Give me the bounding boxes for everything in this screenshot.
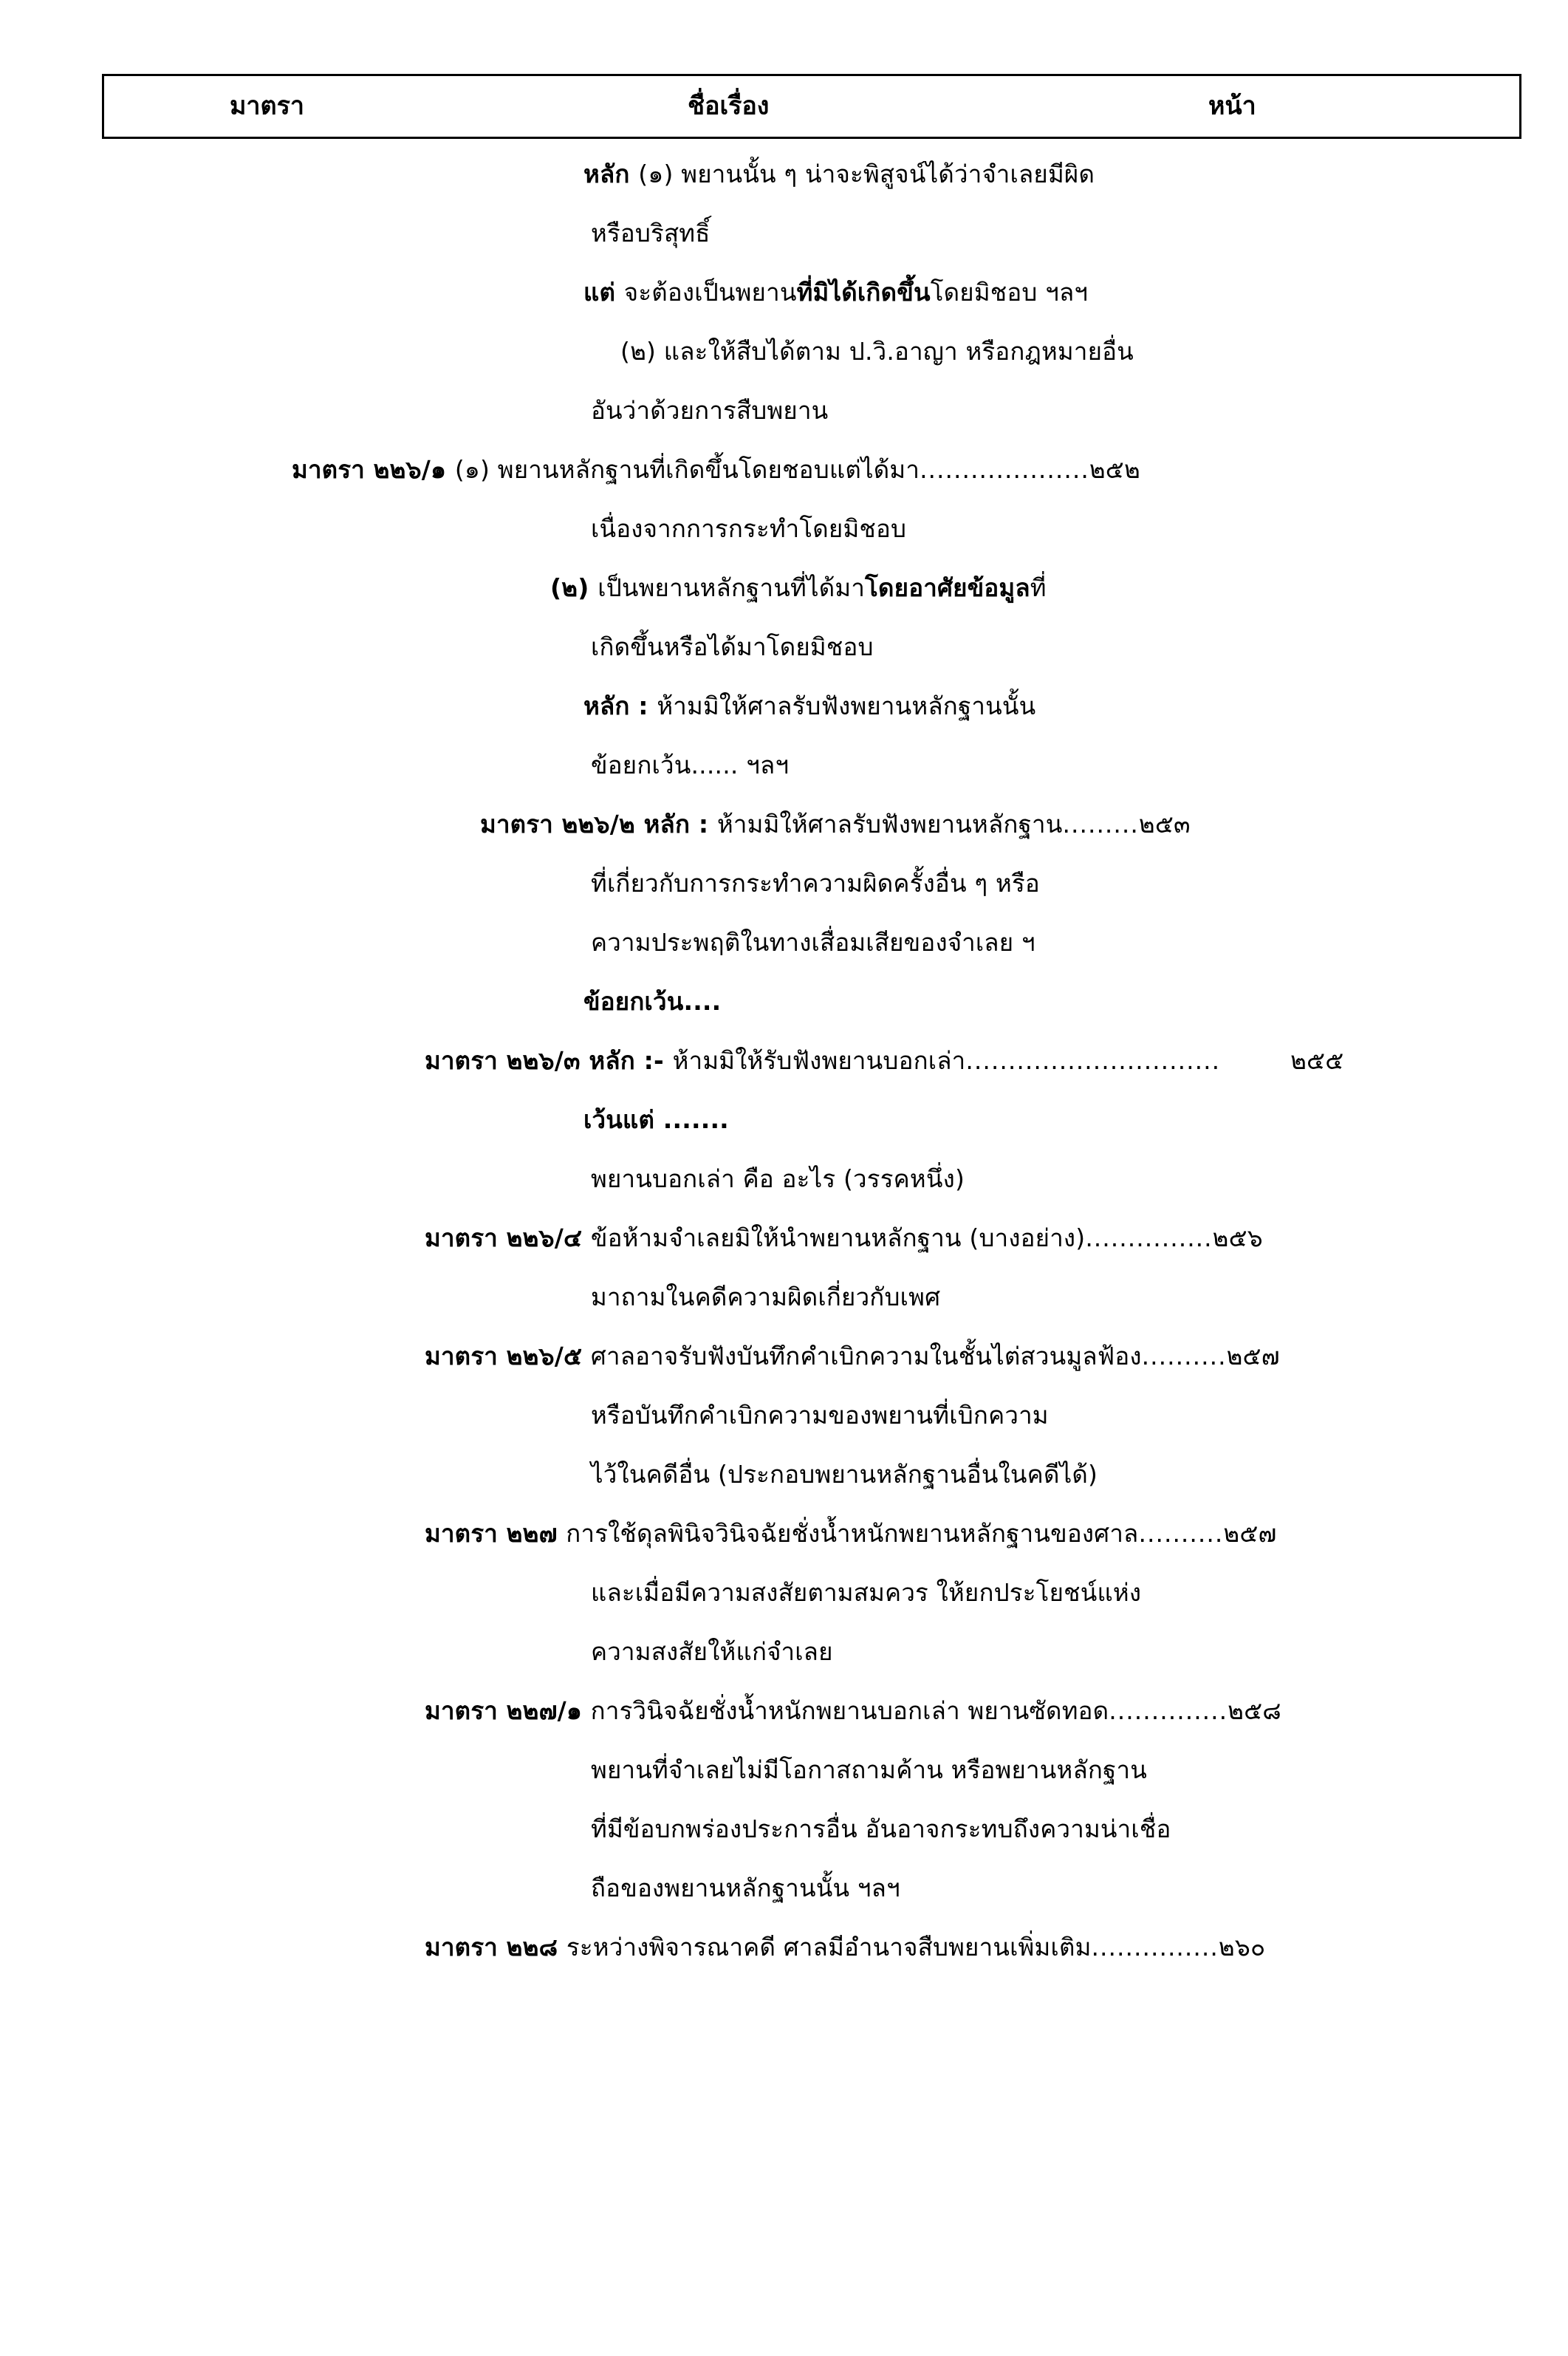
toc-text: ศาลอาจรับฟังบันทึกคำเบิกความในชั้นไต่สวนมูลฟ้อง — [590, 1342, 1142, 1370]
toc-line — [0, 322, 1568, 381]
toc-line — [0, 1327, 1568, 1386]
toc-text: ระหว่างพิจารณาคดี ศาลมีอำนาจสืบพยานเพิ่มเติม — [566, 1933, 1092, 1961]
toc-emphasis-text: หลัก — [583, 160, 639, 188]
toc-line — [0, 1741, 1568, 1800]
toc-line — [0, 1622, 1568, 1681]
toc-text: ที่เกี่ยวกับการกระทำความผิดครั้งอื่น ๆ หรือ — [591, 869, 1040, 898]
leader-dots: ......... — [1062, 810, 1139, 839]
toc-line — [0, 1386, 1568, 1445]
toc-text: ความประพฤติในทางเสื่อมเสียของจำเลย ฯ — [591, 928, 1035, 957]
toc-text: ข้อห้ามจำเลยมิให้นำพยานหลักฐาน (บางอย่าง) — [590, 1223, 1086, 1252]
toc-emphasis-text: มาตรา ๒๒๖/๑ — [292, 455, 455, 484]
toc-emphasis-text: ข้อยกเว้น.... — [583, 987, 722, 1016]
toc-line — [0, 1031, 1568, 1090]
toc-text: การใช้ดุลพินิจวินิจฉัยชั่งน้ำหนักพยานหลักฐานของศาล — [566, 1519, 1139, 1548]
toc-line — [0, 854, 1568, 913]
toc-line — [0, 1090, 1568, 1150]
toc-text: ๒๕๗ — [1223, 1519, 1277, 1548]
toc-header-box — [102, 74, 1521, 139]
header-column-title: ชื่อเรื่อง — [688, 91, 770, 121]
toc-line — [0, 1150, 1568, 1209]
toc-emphasis-text: มาตรา ๒๒๖/๔ — [425, 1223, 591, 1252]
toc-text: ห้ามมิให้ศาลรับฟังพยานหลักฐาน — [716, 810, 1063, 839]
toc-emphasis-text: โดยอาศัยข้อมูล — [865, 573, 1030, 602]
toc-emphasis-text: หลัก : — [583, 692, 657, 720]
toc-line — [0, 145, 1568, 204]
toc-text: ๒๖๐ — [1218, 1933, 1266, 1961]
toc-text: พยานที่จำเลยไม่มีโอกาสถามค้าน หรือพยานหลักฐาน — [591, 1755, 1147, 1784]
toc-line — [0, 736, 1568, 795]
toc-line — [0, 440, 1568, 499]
leader-dots: ............... — [1085, 1223, 1213, 1252]
toc-emphasis-text: มาตรา ๒๒๗ — [425, 1519, 566, 1548]
toc-text: จะต้องเป็นพยาน — [623, 278, 797, 307]
toc-line — [0, 1209, 1568, 1268]
toc-line — [0, 1445, 1568, 1504]
toc-entry-list — [0, 145, 1568, 1977]
toc-line — [0, 263, 1568, 322]
toc-text: ๒๕๕ — [1290, 1046, 1344, 1075]
toc-text: ห้ามมิให้รับฟังพยานบอกเล่า — [672, 1046, 966, 1075]
toc-text: อันว่าด้วยการสืบพยาน — [591, 396, 829, 425]
toc-text: เนื่องจากการกระทำโดยมิชอบ — [591, 514, 907, 543]
leader-dots: ............... — [1091, 1933, 1219, 1961]
toc-text: (๑) พยานนั้น ๆ น่าจะพิสูจน์ได้ว่าจำเลยมีผิด — [638, 160, 1095, 188]
toc-text: ถือของพยานหลักฐานนั้น ฯลฯ — [591, 1874, 900, 1902]
toc-emphasis-text: มาตรา ๒๒๖/๕ — [425, 1342, 591, 1370]
toc-text: ๒๕๘ — [1228, 1696, 1281, 1725]
toc-text: ข้อยกเว้น...... ฯลฯ — [591, 751, 790, 779]
toc-emphasis-text: เว้นแต่ ....... — [583, 1105, 729, 1134]
toc-text: ที่มีข้อบกพร่องประการอื่น อันอาจกระทบถึงความน่าเชื่อ — [591, 1814, 1171, 1843]
toc-text: ๒๕๗ — [1226, 1342, 1280, 1370]
leader-dots: .............................. — [965, 1046, 1221, 1075]
toc-line — [0, 559, 1568, 618]
toc-text: หรือบริสุทธิ์ — [591, 219, 711, 247]
leader-dots: .......... — [1141, 1342, 1227, 1370]
leader-dots: .......... — [1138, 1519, 1224, 1548]
leader-dots: .............. — [1109, 1696, 1228, 1725]
toc-text: ๒๕๖ — [1212, 1223, 1263, 1252]
toc-text: (๒) และให้สืบได้ตาม ป.วิ.อาญา หรือกฎหมายอื่น — [620, 337, 1134, 366]
toc-text: หรือบันทึกคำเบิกความของพยานที่เบิกความ — [591, 1401, 1049, 1430]
toc-line — [0, 204, 1568, 263]
toc-emphasis-text: แต่ — [583, 278, 624, 307]
toc-line — [0, 1800, 1568, 1859]
toc-text: พยานบอกเล่า คือ อะไร (วรรคหนึ่ง) — [591, 1164, 965, 1193]
toc-line — [0, 618, 1568, 677]
header-column-section: มาตรา — [230, 91, 304, 121]
toc-emphasis-text: ที่มิได้เกิดขึ้น — [796, 278, 931, 307]
toc-text: และเมื่อมีความสงสัยตามสมควร ให้ยกประโยชน์แห่ง — [591, 1578, 1142, 1607]
toc-text: เกิดขึ้นหรือได้มาโดยมิชอบ — [591, 632, 874, 661]
toc-line — [0, 1859, 1568, 1918]
toc-text: (๑) พยานหลักฐานที่เกิดขึ้นโดยชอบแต่ได้มา — [454, 455, 920, 484]
toc-text: การวินิจฉัยชั่งน้ำหนักพยานบอกเล่า พยานซัดทอด — [590, 1696, 1109, 1725]
toc-text: มาถามในคดีความผิดเกี่ยวกับเพศ — [591, 1283, 941, 1311]
toc-text: ที่ — [1030, 573, 1047, 602]
toc-line — [0, 499, 1568, 559]
toc-text: ห้ามมิให้ศาลรับฟังพยานหลักฐานนั้น — [657, 692, 1036, 720]
toc-line — [0, 677, 1568, 736]
toc-line — [0, 1504, 1568, 1563]
toc-text: ความสงสัยให้แก่จำเลย — [591, 1637, 833, 1666]
toc-emphasis-text: (๒) — [550, 573, 598, 602]
toc-emphasis-text: มาตรา ๒๒๖/๓ หลัก :- — [425, 1046, 673, 1075]
toc-emphasis-text: มาตรา ๒๒๖/๒ หลัก : — [480, 810, 717, 839]
toc-text: ๒๕๒ — [1089, 455, 1140, 484]
toc-line — [0, 1268, 1568, 1327]
toc-line — [0, 1563, 1568, 1622]
toc-line — [0, 795, 1568, 854]
toc-line — [0, 913, 1568, 972]
toc-text: เป็นพยานหลักฐานที่ได้มา — [598, 573, 866, 602]
toc-text: ไว้ในคดีอื่น (ประกอบพยานหลักฐานอื่นในคดีได้) — [591, 1460, 1098, 1489]
header-column-page: หน้า — [1208, 91, 1256, 121]
toc-line — [0, 1681, 1568, 1741]
leader-dots: .................... — [920, 455, 1089, 484]
toc-text: ๒๕๓ — [1138, 810, 1191, 839]
toc-line — [0, 381, 1568, 440]
toc-line — [0, 972, 1568, 1031]
toc-text: โดยมิชอบ ฯลฯ — [930, 278, 1089, 307]
toc-line — [0, 1918, 1568, 1977]
toc-emphasis-text: มาตรา ๒๒๘ — [425, 1933, 566, 1961]
toc-emphasis-text: มาตรา ๒๒๗/๑ — [425, 1696, 591, 1725]
